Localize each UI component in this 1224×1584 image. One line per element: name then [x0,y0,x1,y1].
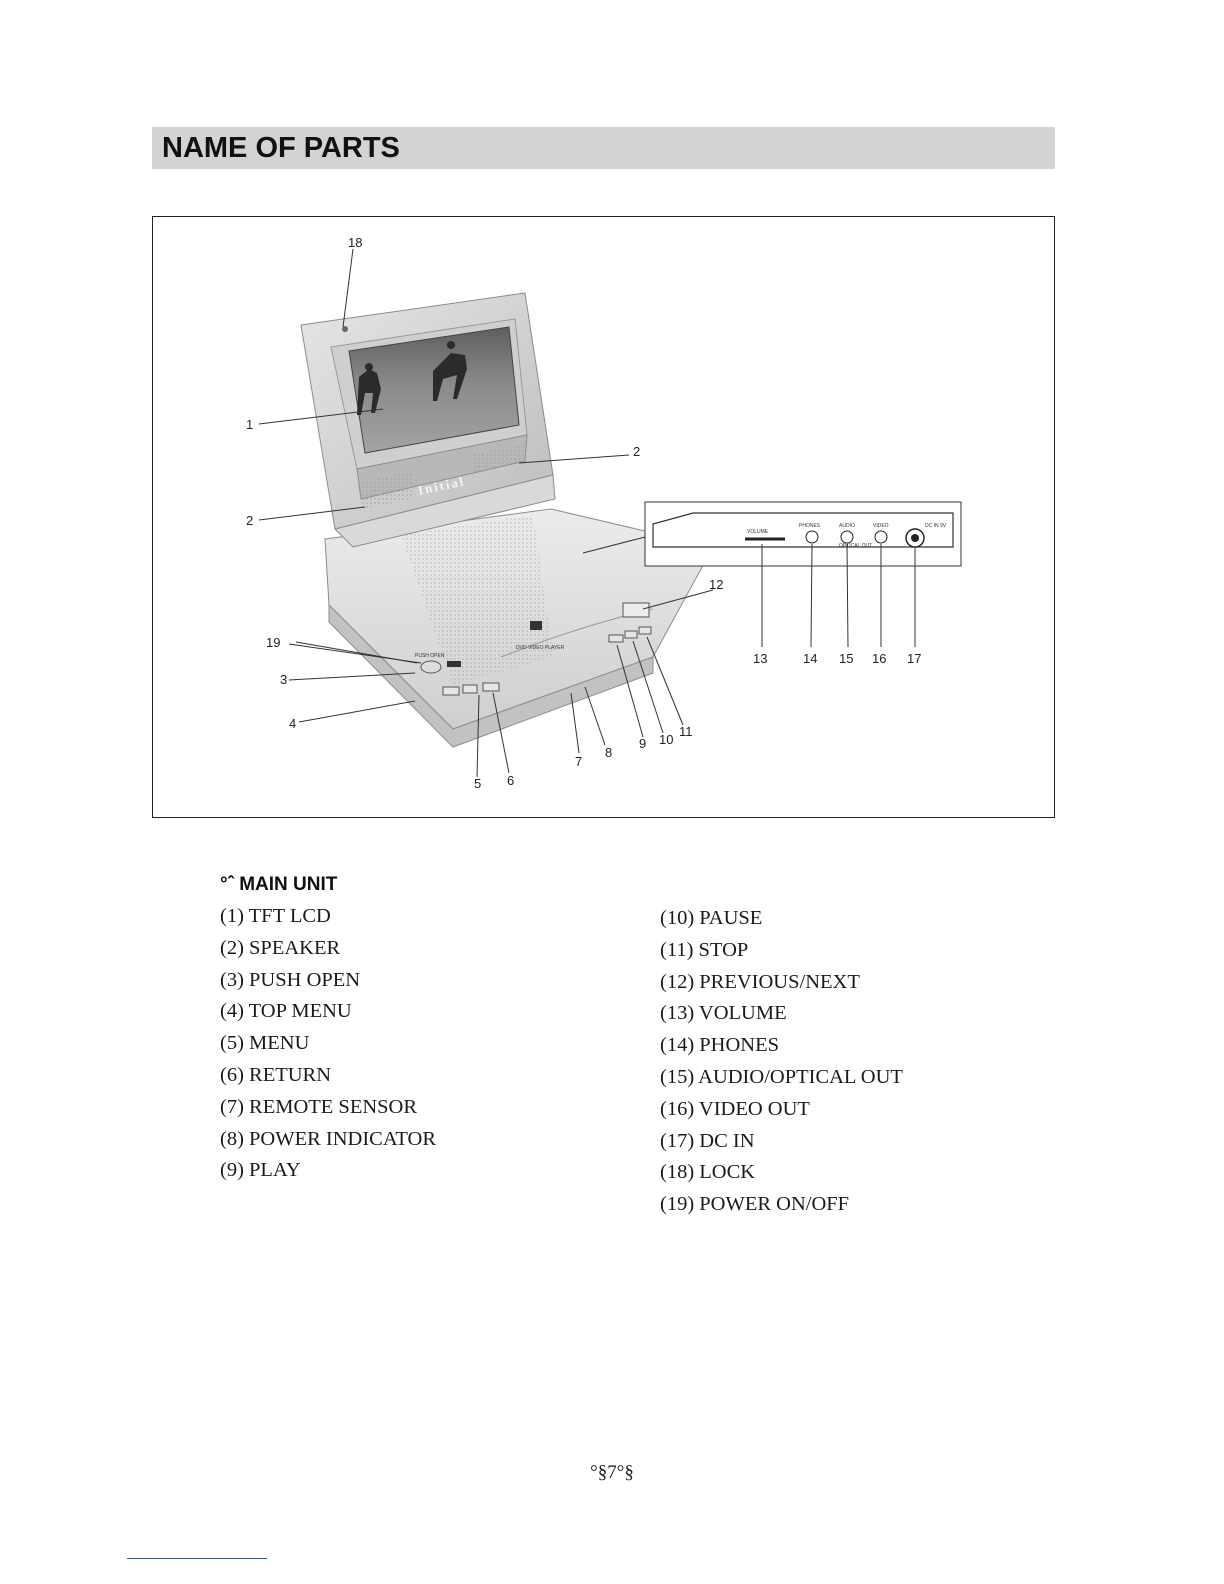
part-item: (12) PREVIOUS/NEXT [660,970,860,993]
part-item: (1) TFT LCD [220,905,331,927]
audio-optical-jack [841,531,853,543]
callout-8: 8 [605,745,613,760]
footer-rule [127,1558,267,1559]
part-item: (15) AUDIO/OPTICAL OUT [660,1065,903,1088]
top-menu-button [443,687,459,695]
svg-text:VOLUME: VOLUME [747,529,769,535]
stop-button [639,627,651,634]
callout-18: 18 [348,235,363,250]
part-item: (16) VIDEO OUT [660,1097,810,1120]
page-title: NAME OF PARTS [162,132,400,164]
part-item: (8) POWER INDICATOR [220,1127,437,1150]
part-item: (4) TOP MENU [220,1000,352,1023]
callout-2-left: 2 [246,513,254,528]
part-item: (2) SPEAKER [220,936,341,959]
svg-text:DC IN 9V: DC IN 9V [925,523,947,529]
callout-10: 10 [659,732,674,747]
part-item: (10) PAUSE [660,907,763,929]
part-item: (11) STOP [660,938,749,961]
svg-text:VIDEO: VIDEO [873,523,889,529]
phones-jack [806,531,818,543]
previous-next-button [623,603,649,617]
part-item: (3) PUSH OPEN [220,968,361,991]
callout-11: 11 [679,724,693,739]
return-button [483,683,499,691]
part-item: (9) PLAY [220,1159,301,1182]
parts-list-left [220,901,436,1187]
callout-13: 13 [753,651,768,666]
svg-text:PUSH OPEN: PUSH OPEN [415,653,445,659]
part-item: (13) VOLUME [660,1002,787,1025]
callout-17: 17 [907,651,922,666]
brand-logo: Initial [416,473,467,498]
callout-15: 15 [839,651,854,666]
menu-button [463,685,477,693]
svg-text:DVD: DVD [530,624,541,630]
callout-14: 14 [803,651,818,666]
pause-button [625,631,637,638]
callout-12: 12 [709,577,724,592]
callout-3: 3 [280,672,288,687]
play-button [609,635,623,642]
part-item: (17) DC IN [660,1129,755,1152]
svg-text:PHONES: PHONES [799,523,821,529]
page-number: °§7°§ [590,1462,634,1483]
parts-diagram [152,216,1055,818]
parts-list-right [660,903,903,1221]
callout-1: 1 [246,417,254,432]
main-unit-heading: °ˆ MAIN UNIT [220,874,338,895]
part-item: (5) MENU [220,1032,310,1055]
callout-2-right: 2 [633,444,641,459]
power-indicator-led [447,661,461,667]
svg-text:DVD VIDEO PLAYER: DVD VIDEO PLAYER [516,645,565,651]
section-title-bar [152,127,1055,169]
part-item: (7) REMOTE SENSOR [220,1095,418,1118]
callout-7: 7 [575,754,583,769]
part-item: (19) POWER ON/OFF [660,1193,850,1216]
svg-text:OPTICAL OUT: OPTICAL OUT [839,543,873,549]
push-open-button [421,661,441,673]
part-item: (6) RETURN [220,1063,332,1086]
callout-9: 9 [639,736,647,751]
callout-6: 6 [507,773,515,788]
callout-16: 16 [872,651,887,666]
part-item: (14) PHONES [660,1034,780,1057]
part-item: (18) LOCK [660,1161,756,1184]
dvd-player-illustration [153,217,1054,817]
callout-5: 5 [474,776,482,791]
callout-19: 19 [266,635,281,650]
svg-text:AUDIO: AUDIO [839,523,855,529]
video-out-jack [875,531,887,543]
callout-4: 4 [289,716,297,731]
